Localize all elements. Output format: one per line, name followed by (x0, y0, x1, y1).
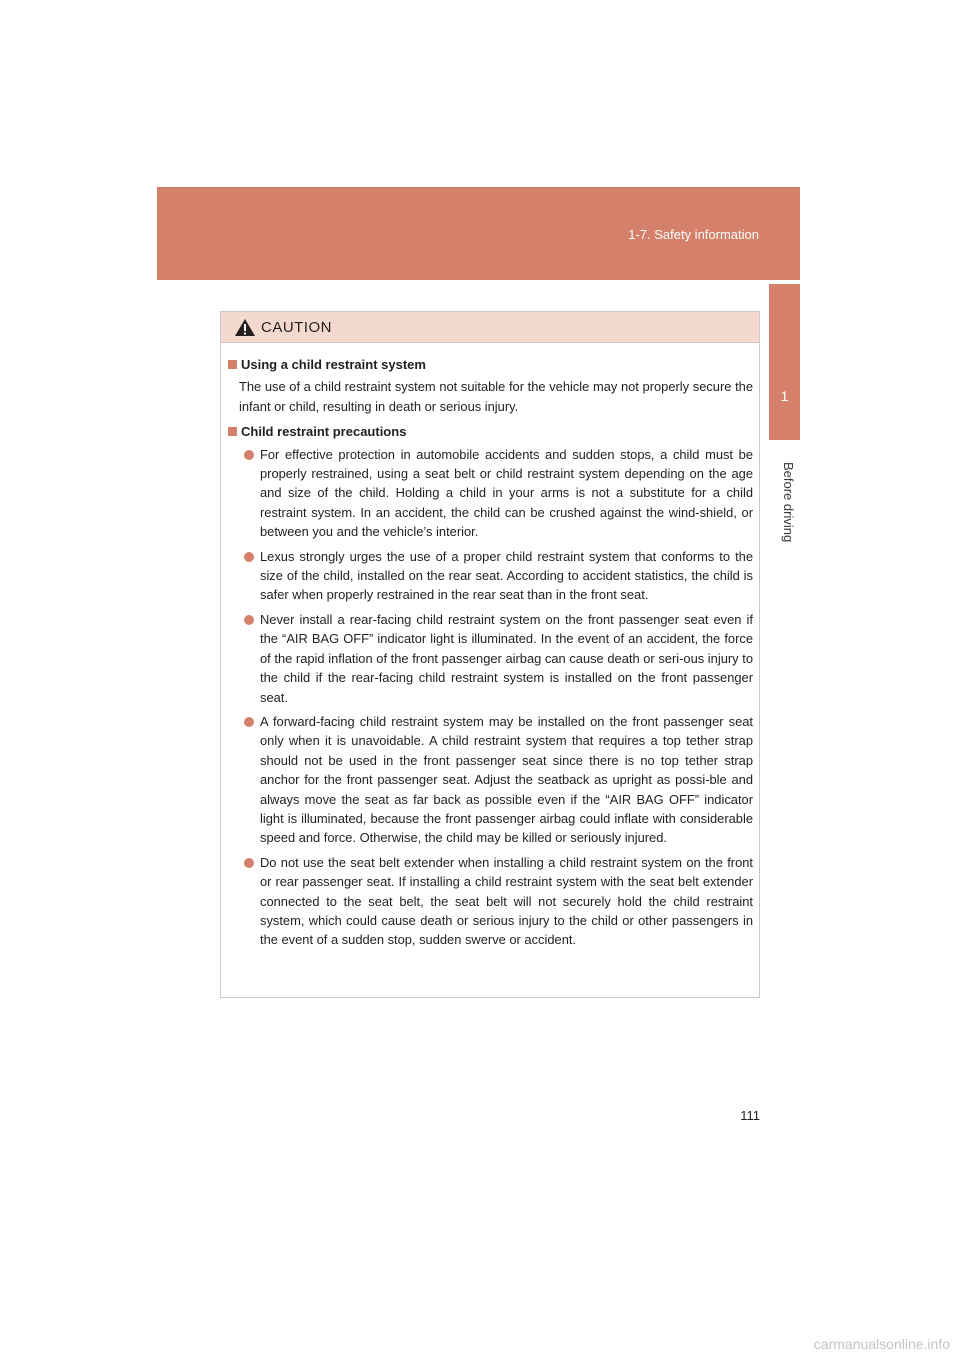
list-item: Do not use the seat belt extender when installing a child restraint system on the front or rear passenger seat. If installing a child restraint system with the seat belt extender connected to the seat belt, the seat belt will not securely hold the child restraint system, which could cause death or serious injury to the child or other passengers in the event of a sudden stop, sudden swerve or accident. (228, 853, 753, 950)
topic-heading: Child restraint precautions (241, 424, 407, 440)
list-item: Never install a rear-facing child restraint system on the front passenger seat even if the “AIR BAG OFF” indicator light is illuminated. In the event of an accident, the force of the rapid inflation of the front passenger airbag can cause death or seri-ous injury to the child if the rear-facing child restraint system is installed on the front passenger seat. (228, 610, 753, 707)
page-number: 111 (740, 1108, 760, 1123)
topic-using-child-restraint (228, 355, 753, 416)
dot-bullet-icon (244, 615, 254, 625)
caution-body (221, 343, 759, 950)
list-item: Lexus strongly urges the use of a proper child restraint system that conforms to the size of the child, installed on the rear seat. According to accident statistics, the child is safer when properly restrained in the rear seat than in the front seat. (228, 547, 753, 605)
header-band (157, 187, 800, 280)
caution-box (220, 311, 760, 998)
chapter-tab (769, 284, 800, 440)
square-bullet-icon (228, 360, 237, 369)
list-item: A forward-facing child restraint system may be installed on the front passenger seat only when it is unavoidable. A child restraint system that requires a top tether strap should not be used in the front passenger seat since there is no top tether strap anchor for the front passenger seat. Adjust the seatback as upright as possi-ble and always move the seat as far back as possible even if the “AIR BAG OFF” indicator light is illuminated, because the front passenger airbag could inflate with considerable speed and force. Otherwise, the child may be killed or seriously injured. (228, 712, 753, 848)
topic-child-restraint-precautions (228, 422, 753, 950)
precautions-list (228, 445, 753, 950)
caution-title: CAUTION (261, 319, 332, 336)
dot-bullet-icon (244, 552, 254, 562)
list-item: For effective protection in automobile accidents and sudden stops, a child must be properly restrained, using a seat belt or child restraint system depending on the age and size of the child. Holding a child in your arms is not a substitute for a child restraint system. In an accident, the child can be crushed against the wind-shield, or between you and the vehicle’s interior. (228, 445, 753, 542)
square-bullet-icon (228, 427, 237, 436)
dot-bullet-icon (244, 450, 254, 460)
topic-heading: Using a child restraint system (241, 357, 426, 372)
section-title: 1-7. Safety information (628, 227, 759, 242)
chapter-name: Before driving (781, 462, 796, 543)
warning-triangle-icon (234, 318, 256, 337)
dot-bullet-icon (244, 858, 254, 868)
dot-bullet-icon (244, 717, 254, 727)
topic-text: The use of a child restraint system not suitable for the vehicle may not properly secure the infant or child, resulting in death or serious injury. (239, 379, 753, 414)
chapter-number: 1 (780, 388, 789, 404)
watermark-link[interactable]: carmanualsonline.info (813, 1336, 950, 1352)
caution-header (221, 312, 759, 343)
